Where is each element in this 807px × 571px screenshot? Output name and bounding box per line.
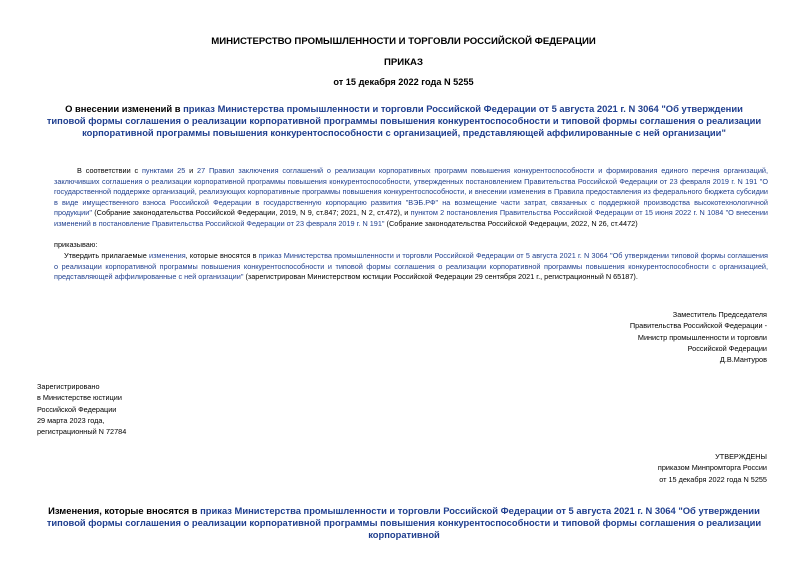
preamble-text-4: (Собрание законодательства Российской Федерации, 2022, N 26, ст.4472): [384, 218, 638, 228]
registration-line: 29 марта 2023 года,: [37, 415, 105, 425]
order-word: приказываю:: [54, 240, 98, 249]
ministry-heading: МИНИСТЕРСТВО ПРОМЫШЛЕННОСТИ И ТОРГОВЛИ РОССИЙСКОЙ ФЕДЕРАЦИИ: [211, 36, 596, 47]
document-title: [45, 103, 763, 139]
order-3064-link[interactable]: приказ Министерства промышленности и торговли Российской Федерации от 5 августа 2021 г. N 3064 "Об утверждении типовой формы соглашения о реализации корпоративной программы повышения конкурентоспособности и типовой формы соглашения о реализации корпоративной программы повышения конкурентоспособности с организацией, представляющей аффилированные с ней организации": [54, 251, 768, 282]
changes-title: [45, 505, 763, 541]
preamble-text-2: и: [185, 166, 198, 175]
signature-name: Д.В.Мантуров: [719, 355, 767, 365]
registration-line: регистрационный N 72784: [37, 427, 127, 437]
preamble-text-3: (Собрание законодательства Российской Федерации, 2019, N 9, ст.847; 2021, N 2, ст.472), и: [91, 208, 411, 218]
operative-text-2: , которые вносятся в: [185, 251, 259, 260]
operative-text-3: (зарегистрирован Министерством юстиции Российской Федерации 29 сентября 2021 г., регистрационный N 65187).: [243, 272, 638, 282]
changes-link[interactable]: изменения: [149, 251, 186, 260]
signature-line: Заместитель Председателя: [672, 310, 767, 319]
resolution-1084-link[interactable]: пунктом 2 постановления Правительства Российской Федерации от 15 июня 2022 г. N 1084 "О внесении изменений в постановление Правительства Российской Федерации от 23 февраля 2019 г. N 191": [54, 208, 768, 228]
preamble-paragraph: [54, 166, 768, 230]
operative-paragraph: [54, 251, 768, 283]
rules-item-27-link[interactable]: 27 Правил заключения соглашений о реализации корпоративных программ повышения конкурентоспособности и формирования единого перечня организаций, заключивших соглашения о реализации корпоративной программы повышения конкурентоспособности, утвержденных постановлением Правительства Российской Федерации от 23 февраля 2019 г. N 191 "О государственной поддержке организаций, реализующих корпоративные программы повышения конкурентоспособности, и внесении изменения в Правила предоставления из федерального бюджета субсидии в виде имущественного взноса Российской Федерации в государственную корпорацию развития "ВЭБ.РФ" на возмещение части затрат, связанных с поддержкой производства высокотехнологичной продукции": [54, 166, 769, 218]
approved-line: приказом Минпромторга России: [657, 463, 767, 473]
registration-line: Российской Федерации: [37, 404, 117, 414]
title-order-link[interactable]: приказ Министерства промышленности и торговли Российской Федерации от 5 августа 2021 г. N 3064 "Об утверждении типовой формы соглашения о реализации корпоративной программы повышения конкурентоспособности и типовой формы соглашения о реализации корпоративной программы повышения конкурентоспособности с организацией, представляющей аффилированные с ней организации": [46, 103, 762, 138]
signature-line: Российской Федерации: [687, 343, 767, 353]
operative-text-1: Утвердить прилагаемые: [64, 251, 150, 260]
doc-date-number: от 15 декабря 2022 года N 5255: [333, 77, 474, 87]
changes-title-prefix: Изменения, которые вносятся в: [48, 505, 201, 516]
approved-line: от 15 декабря 2022 года N 5255: [659, 474, 767, 484]
registration-line: в Министерстве юстиции: [37, 393, 122, 403]
approved-line: УТВЕРЖДЕНЫ: [715, 452, 767, 461]
registration-line: Зарегистрировано: [37, 382, 100, 391]
signature-line: Министр промышленности и торговли: [637, 332, 767, 342]
approved-block: [507, 451, 767, 485]
signature-block: [507, 309, 767, 365]
preamble-text-1: В соответствии с: [77, 166, 142, 175]
signature-line: Правительства Российской Федерации -: [629, 321, 767, 331]
registration-block: [37, 381, 237, 437]
changes-title-link[interactable]: приказ Министерства промышленности и торговли Российской Федерации от 5 августа 2021 г. N 3064 "Об утверждении типовой формы соглашения о реализации корпоративной программы повышения конкурентоспособности и типовой формы соглашения о реализации корпоративной: [46, 505, 762, 540]
title-prefix: О внесении изменений в: [65, 103, 184, 114]
doc-type-heading: ПРИКАЗ: [384, 57, 423, 68]
rules-item-25-link[interactable]: пунктами 25: [141, 166, 186, 175]
